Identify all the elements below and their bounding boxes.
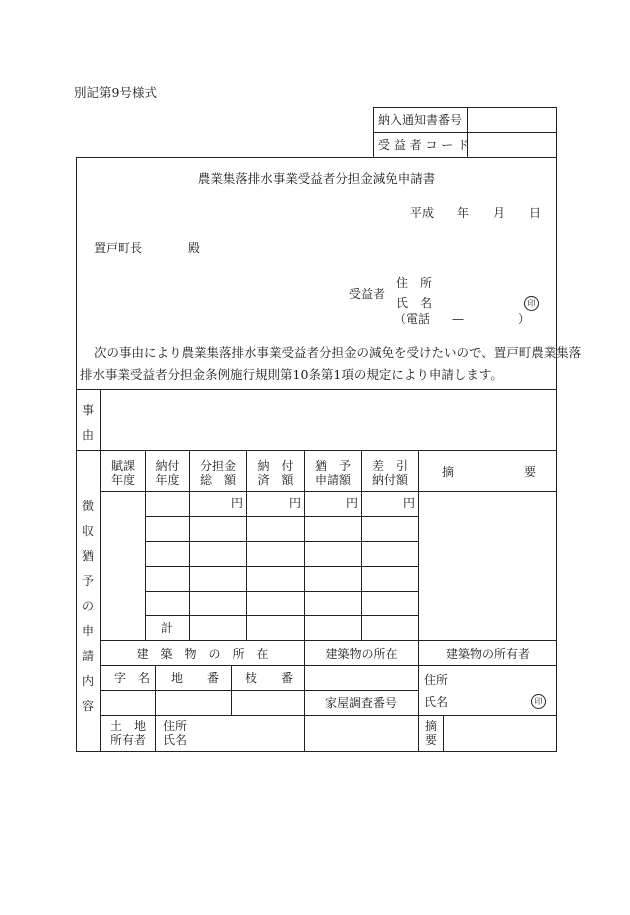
yen-unit-balance: 円 xyxy=(403,496,416,510)
landowner-remarks-line xyxy=(443,715,444,752)
grid-row-line-4 xyxy=(145,591,418,592)
landowner-top-line xyxy=(100,715,557,716)
section-label: 徴 収 猶 予 の 申 請 内 容 xyxy=(81,499,94,713)
building-location-header: 建 築 物 の 所 在 xyxy=(136,647,269,661)
body-text-line1: 次の事由により農業集落排水事業受益者分担金の減免を受けたいので、置戸町農業集落 xyxy=(94,345,582,360)
applicant-phone-dash: — xyxy=(452,312,464,326)
total-label: 計 xyxy=(161,621,174,635)
building-top-line xyxy=(100,640,557,641)
building-col-line-2 xyxy=(231,665,232,715)
landowner-remarks-label: 摘 要 xyxy=(424,719,437,747)
survey-number-label: 家屋調査番号 xyxy=(325,696,398,710)
landowner-fields: 住所 氏名 xyxy=(163,719,188,747)
notice-number-field[interactable] xyxy=(468,108,556,131)
yen-unit-paid: 円 xyxy=(289,496,302,510)
building-label-row-line xyxy=(100,690,304,691)
date-day: 日 xyxy=(529,206,542,220)
applicant-seal-mark: 印 xyxy=(524,296,539,311)
applicant-phone-close: ） xyxy=(518,312,531,326)
addressee-honorific: 殿 xyxy=(188,241,201,255)
grid-col-line-6 xyxy=(418,450,419,640)
edaban-label: 枝 番 xyxy=(245,671,294,685)
header-fuka-nendo: 賦課 年度 xyxy=(110,459,135,487)
applicant-name-label: 氏 名 xyxy=(396,296,433,310)
owner-name-label: 氏名 xyxy=(424,695,449,709)
owner-seal-mark: 印 xyxy=(531,694,546,709)
header-yuyo-shinseigaku: 猶 予 申請額 xyxy=(314,459,351,487)
grid-row-line-1 xyxy=(145,516,418,517)
yen-unit-deferral: 円 xyxy=(346,496,359,510)
building-owner-header: 建築物の所有者 xyxy=(445,647,530,661)
survey-row-line xyxy=(304,690,418,691)
beneficiary-code-label: 受 益 者 コ ー ド xyxy=(378,138,470,152)
applicant-phone-label: （電話 xyxy=(394,312,431,326)
date-era: 平成 xyxy=(410,206,435,220)
notice-number-label: 納入通知書番号 xyxy=(378,113,463,127)
date-month: 月 xyxy=(493,206,506,220)
page-title: 農業集落排水事業受益者分担金減免申請書 xyxy=(197,171,436,186)
form-frame xyxy=(76,157,557,752)
aza-label: 字 名 xyxy=(114,671,151,685)
reason-label: 事 由 xyxy=(81,403,94,442)
reason-bottom-line xyxy=(76,450,557,451)
reason-field[interactable] xyxy=(101,390,556,449)
landowner-label: 土 地 所有者 xyxy=(109,719,146,747)
landowner-col-line xyxy=(155,715,156,752)
form-number: 別記第9号様式 xyxy=(74,85,157,100)
grid-row-line-2 xyxy=(145,541,418,542)
remarks-header-left: 摘 xyxy=(442,465,455,479)
beneficiary-code-field[interactable] xyxy=(468,133,556,157)
building-location-header-2: 建築物の所在 xyxy=(325,647,398,661)
addressee-name: 置戸町長 xyxy=(94,241,143,255)
applicant-label: 受益者 xyxy=(349,287,386,301)
applicant-address-label: 住 所 xyxy=(396,276,433,290)
body-text-line2: 排水事業受益者分担金条例施行規則第10条第1項の規定により申請します。 xyxy=(80,367,503,382)
grid-header-bottom-line xyxy=(100,491,557,492)
header-buntankin-sogaku: 分担金 総 額 xyxy=(199,459,236,487)
remarks-header-right: 要 xyxy=(524,465,537,479)
header-nofu-nendo: 納付 年度 xyxy=(155,459,180,487)
grid-row-line-3 xyxy=(145,566,418,567)
building-col-line-1 xyxy=(155,665,156,715)
building-header-bottom-line xyxy=(100,665,557,666)
date-year: 年 xyxy=(457,206,470,220)
header-sashihiki-nofugaku: 差 引 納付額 xyxy=(371,459,408,487)
chiban-label: 地 番 xyxy=(171,671,220,685)
owner-address-label: 住所 xyxy=(424,673,449,687)
grid-row-line-5 xyxy=(145,615,418,616)
yen-unit-total: 円 xyxy=(231,496,244,510)
header-nofu-zumigaku: 納 付 済 額 xyxy=(257,459,294,487)
